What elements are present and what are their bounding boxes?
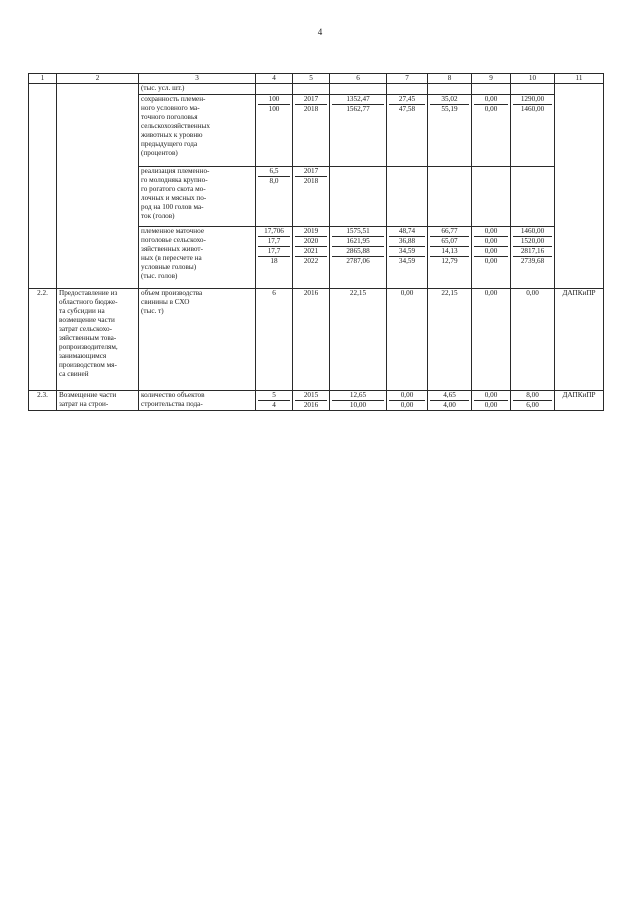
value-cell: 12,79 (430, 256, 469, 266)
value-cell: 2018 (295, 176, 327, 186)
value-cell: 8,00 (526, 391, 539, 399)
value-cell: 4,65 (443, 391, 456, 399)
col-header-6: 6 (330, 74, 387, 84)
table-row-2-2 (29, 289, 604, 391)
row-number: 2.3. (29, 391, 57, 411)
measures-table (28, 73, 604, 411)
col-header-3: 3 (139, 74, 256, 84)
value-cell: 1290,00 (520, 95, 545, 103)
value-cell: 100 (258, 104, 290, 114)
value-cell: 1520,00 (513, 236, 552, 246)
table-row-2-3 (29, 391, 604, 411)
value-cell: 27,45 (398, 95, 416, 103)
value-cell: 2018 (295, 104, 327, 114)
value-cell: 34,59 (389, 256, 425, 266)
values-col9 (472, 227, 511, 289)
header-row (29, 74, 604, 84)
value-cell: 2016 (293, 289, 330, 391)
values-col5 (293, 167, 330, 227)
value-cell: 4,00 (430, 400, 469, 410)
value-cell: 10,00 (332, 400, 384, 410)
indicator-cell: количество объектов строительства пода- (139, 391, 256, 411)
value-cell: 5 (272, 391, 276, 399)
value-cell: 6 (256, 289, 293, 391)
values-col6 (330, 95, 387, 167)
values-col6 (330, 391, 387, 411)
value-cell: 2865,88 (332, 246, 384, 256)
value-cell: 22,15 (428, 289, 472, 391)
row-number: 2.2. (29, 289, 57, 391)
values-col5 (293, 95, 330, 167)
value-cell: 0,00 (472, 289, 511, 391)
value-cell: 0,00 (474, 400, 508, 410)
values-col9 (472, 95, 511, 167)
col-header-2: 2 (57, 74, 139, 84)
value-cell: 1621,95 (332, 236, 384, 246)
values-col9 (472, 391, 511, 411)
value-cell: 6,5 (269, 167, 279, 175)
value-cell: 17,706 (264, 227, 284, 235)
value-cell: 4 (258, 400, 290, 410)
value-cell: 2016 (295, 400, 327, 410)
col-header-7: 7 (387, 74, 428, 84)
value-cell: 0,00 (389, 400, 425, 410)
value-cell: 1460,00 (513, 104, 552, 114)
values-col4 (256, 227, 293, 289)
value-cell: 0,00 (474, 104, 508, 114)
value-cell: 55,19 (430, 104, 469, 114)
value-cell: 0,00 (400, 391, 414, 399)
indicator-cell: объем производства свинины в СХО (тыс. т) (139, 289, 256, 391)
value-cell: 0,00 (511, 289, 555, 391)
value-cell: 2017 (303, 167, 319, 175)
value-cell: 0,00 (484, 391, 498, 399)
value-cell: 2022 (295, 256, 327, 266)
executor-cell: ДАПКиПР (555, 391, 604, 411)
value-cell: 2817,16 (513, 246, 552, 256)
executor-cell: ДАПКиПР (555, 289, 604, 391)
value-cell: 1575,51 (346, 227, 370, 235)
value-cell: 1460,00 (520, 227, 545, 235)
values-col8 (428, 95, 472, 167)
value-cell: 12,65 (349, 391, 367, 399)
value-cell: 0,00 (474, 246, 508, 256)
col-header-1: 1 (29, 74, 57, 84)
value-cell: 34,59 (389, 246, 425, 256)
values-col5 (293, 227, 330, 289)
value-cell: 35,02 (441, 95, 458, 103)
table-row-continuation (29, 84, 604, 95)
values-col7 (387, 227, 428, 289)
values-col4 (256, 167, 293, 227)
col-header-8: 8 (428, 74, 472, 84)
value-cell: 0,00 (387, 289, 428, 391)
indicator-cell: племенное маточное поголовье сельскохо- зяйственных живот- ных (в пересчете на условные головы) (тыс. голов) (139, 227, 256, 289)
indicator-cell: сохранность племен- ного условного ма- точного поголовья сельскохозяйственных животных к уровню предыдущего года (процентов) (139, 95, 256, 167)
values-col10 (511, 391, 555, 411)
value-cell: 2019 (303, 227, 319, 235)
value-cell: 14,13 (430, 246, 469, 256)
value-cell: 22,15 (330, 289, 387, 391)
indicator-cell: (тыс. усл. шт.) (139, 84, 256, 95)
value-cell: 17,7 (258, 246, 290, 256)
values-col6 (330, 227, 387, 289)
value-cell: 47,58 (389, 104, 425, 114)
values-col10 (511, 95, 555, 167)
value-cell: 2787,06 (332, 256, 384, 266)
value-cell: 17,7 (258, 236, 290, 246)
values-col7 (387, 95, 428, 167)
value-cell: 2015 (303, 391, 319, 399)
values-col7 (387, 391, 428, 411)
values-col8 (428, 391, 472, 411)
col-header-10: 10 (511, 74, 555, 84)
value-cell: 66,77 (441, 227, 458, 235)
value-cell: 1352,47 (346, 95, 370, 103)
values-col5 (293, 391, 330, 411)
values-col4 (256, 95, 293, 167)
value-cell: 2739,68 (513, 256, 552, 266)
values-col4 (256, 391, 293, 411)
value-cell: 2021 (295, 246, 327, 256)
col-header-9: 9 (472, 74, 511, 84)
value-cell: 6,00 (513, 400, 552, 410)
value-cell: 0,00 (484, 227, 498, 235)
measure-cell: Предоставление из областного бюдже- та субсидии на возмещение части затрат сельскохо- зяйственным това- ропроизводителям, занимающимся производством мя- са свиней (57, 289, 139, 391)
value-cell: 1562,77 (332, 104, 384, 114)
values-col10 (511, 227, 555, 289)
value-cell: 36,88 (389, 236, 425, 246)
values-col8 (428, 227, 472, 289)
value-cell: 0,00 (484, 95, 498, 103)
value-cell: 0,00 (474, 236, 508, 246)
value-cell: 0,00 (474, 256, 508, 266)
measure-cell: Возмещение части затрат на строи- (57, 391, 139, 411)
page-number: 4 (317, 27, 323, 37)
col-header-11: 11 (555, 74, 604, 84)
value-cell: 8,0 (258, 176, 290, 186)
value-cell: 100 (268, 95, 280, 103)
value-cell: 48,74 (398, 227, 416, 235)
col-header-5: 5 (293, 74, 330, 84)
value-cell: 18 (258, 256, 290, 266)
indicator-cell: реализация племенно- го молодняка крупно- го рогатого скота мо- лочных и мясных по- род на 100 голов ма- ток (голов) (139, 167, 256, 227)
value-cell: 2020 (295, 236, 327, 246)
col-header-4: 4 (256, 74, 293, 84)
value-cell: 2017 (303, 95, 319, 103)
value-cell: 65,07 (430, 236, 469, 246)
